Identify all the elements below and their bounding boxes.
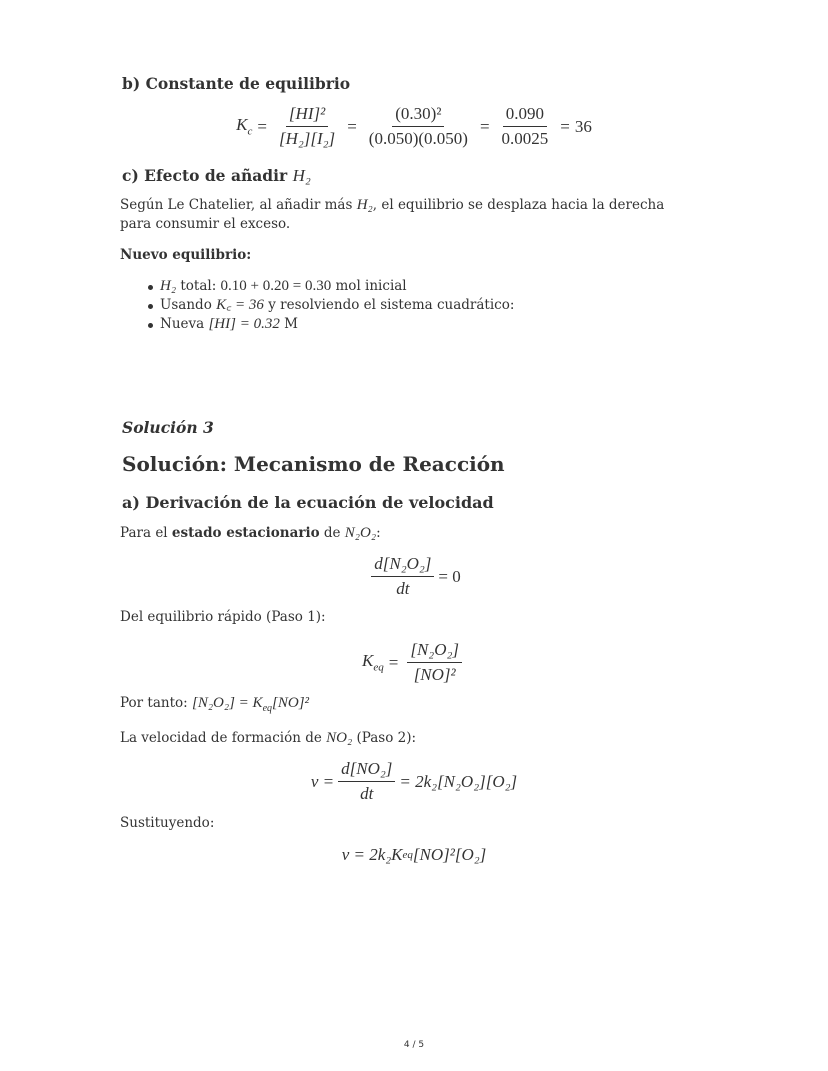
list-item: Usando K꜀ = 36 y resolviendo el sistema cuadrático:	[120, 296, 680, 315]
substitution-paragraph: Sustituyendo:	[120, 815, 215, 831]
equals: =	[257, 116, 267, 136]
section-c-heading: c) Efecto de añadir H₂	[122, 166, 311, 185]
kc-symbol: $K_c$	[236, 115, 253, 138]
fraction: $\frac{\text{(0.30)²}}{(0.050)(0.050)}$	[368, 104, 468, 148]
rate-paragraph: La velocidad de formación de NO₂ (Paso 2):	[120, 730, 417, 746]
result: 36	[574, 116, 592, 136]
list-item: H₂ total: 0.10 + 0.20 = 0.30 mol inicial	[120, 277, 680, 296]
solution-title: Solución: Mecanismo de Reacción	[122, 452, 505, 476]
fraction: $\frac{0.090}{0.0025}$	[501, 104, 549, 148]
keq-equation: $K_{eq}$ = $\frac{\text{[N₂O₂]}}{\text{[NO]²}}$	[0, 640, 828, 685]
rate-equation: v = $\frac{\text{d[NO₂]}}{dt}$ = 2k₂[N₂O₂][O₂]	[310, 759, 518, 803]
page-number: 4 / 5	[403, 1040, 425, 1050]
fraction: $\frac{\text{[HI]²}}{\text{[H₂][I₂]}}$	[278, 104, 336, 148]
section-b-heading: b) Constante de equilibrio	[122, 74, 351, 93]
kc-equation	[0, 104, 828, 149]
final-rate-equation: v = 2k₂K eq [NO]²[O₂]	[341, 845, 487, 864]
new-equilibrium-list	[120, 277, 680, 334]
steady-state-paragraph: Para el estado estacionario de N₂O₂:	[120, 525, 381, 541]
equals: =	[347, 116, 357, 136]
equals: =	[479, 116, 490, 136]
therefore-paragraph: Por tanto: $[N_2O_2] = K_{eq}[NO]^2$	[120, 695, 310, 714]
solution-label: Solución 3	[122, 418, 214, 437]
equals: =	[560, 116, 570, 136]
new-equilibrium-label: Nuevo equilibrio:	[120, 247, 252, 263]
le-chatelier-paragraph: Según Le Chatelier, al añadir más H₂, el equilibrio se desplaza hacia la derecha para consumir el exceso.	[120, 197, 665, 232]
derivation-heading: a) Derivación de la ecuación de velocidad	[122, 493, 494, 512]
list-item: Nueva [HI] = 0.32 M	[120, 315, 680, 334]
steady-state-equation: $\frac{\text{d[N₂O₂]}}{dt}$ = 0	[0, 554, 828, 599]
fast-equilibrium-paragraph: Del equilibrio rápido (Paso 1):	[120, 609, 326, 625]
